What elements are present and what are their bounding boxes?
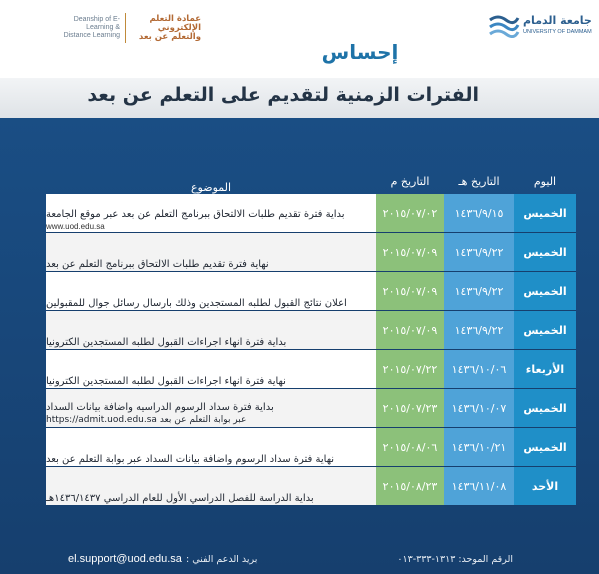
row-greg: ٢٠١٥/٠٨/٠٦: [376, 428, 444, 466]
row-topic-text: بداية فترة تقديم طلبات الالتحاق ببرنامج التعلم عن بعد عبر موقع الجامعة: [46, 209, 345, 220]
row-topic-text: اعلان نتائج القبول لطلبه المستجدين وذلك بارسال رسائل جوال للمقبولين: [46, 298, 347, 309]
row-topic-text: بداية الدراسة للفصل الدراسي الأول للعام الدراسي ١٤٣٦/١٤٣٧هـ: [46, 493, 314, 504]
table-row: [46, 272, 576, 311]
university-name-ar: جامعة الدمام: [523, 14, 592, 27]
header-topic-label: الموضوع: [190, 181, 232, 194]
row-day: الأحد: [514, 467, 576, 505]
support-email-link[interactable]: el.support@uod.edu.sa: [68, 553, 182, 565]
row-topic-subtext[interactable]: عبر بوابة التعلم عن بعد https://admit.uod.edu.sa: [46, 415, 247, 425]
logo-divider: [125, 13, 126, 43]
row-hijri: ١٤٣٦/٩/١٥: [444, 194, 514, 232]
header-day: اليوم: [533, 174, 557, 188]
row-day: الخميس: [514, 194, 576, 232]
row-topic-text: نهاية فترة سداد الرسوم واضافة بيانات السداد عبر بوابة التعلم عن بعد: [46, 454, 335, 465]
row-hijri: ١٤٣٦/١١/٠٨: [444, 467, 514, 505]
row-greg: ٢٠١٥/٠٧/٠٩: [376, 233, 444, 271]
schedule-table: [46, 168, 576, 506]
table-row: [46, 467, 576, 506]
row-hijri: ١٤٣٦/٩/٢٢: [444, 272, 514, 310]
unified-number: الرقم الموحد: ١٣١٣-٣٣٣-٠١٣: [397, 554, 513, 565]
row-hijri: ١٤٣٦/٩/٢٢: [444, 311, 514, 349]
university-wave-icon: [488, 12, 520, 38]
table-row: [46, 428, 576, 467]
row-greg: ٢٠١٥/٠٧/٠٩: [376, 272, 444, 310]
row-greg: ٢٠١٥/٠٧/٠٩: [376, 311, 444, 349]
row-topic: [46, 428, 376, 466]
header-topic: [46, 168, 376, 194]
row-topic-text: نهاية فترة انهاء اجراءات القبول لطلبه المستجدين الكترونيا: [46, 376, 286, 387]
row-topic: [46, 194, 376, 232]
header-hijri: التاريخ هـ: [458, 174, 500, 188]
table-row: [46, 350, 576, 389]
deanship-name-en: Deanship of E-Learning & Distance Learning: [63, 16, 120, 39]
row-topic: [46, 233, 376, 271]
row-hijri: ١٤٣٦/١٠/٠٦: [444, 350, 514, 388]
deanship-logo: [58, 8, 206, 48]
row-greg: ٢٠١٥/٠٧/٢٢: [376, 350, 444, 388]
page-footer: [0, 548, 599, 574]
row-hijri: ١٤٣٦/٩/٢٢: [444, 233, 514, 271]
row-greg: ٢٠١٥/٠٧/٠٢: [376, 194, 444, 232]
schedule-panel: [0, 78, 599, 574]
row-hijri: ١٤٣٦/١٠/٢١: [444, 428, 514, 466]
row-hijri: ١٤٣٦/١٠/٠٧: [444, 389, 514, 427]
row-topic-url[interactable]: www.uod.edu.sa: [46, 222, 105, 231]
university-logo: [488, 8, 592, 48]
row-topic-text: بداية فترة انهاء اجراءات القبول لطلبه المستجدين الكترونيا: [46, 337, 287, 348]
row-day: الخميس: [514, 311, 576, 349]
row-day: الخميس: [514, 233, 576, 271]
table-row: [46, 233, 576, 272]
university-name-en: UNIVERSITY OF DAMMAM: [523, 29, 592, 35]
table-row: [46, 389, 576, 428]
row-day: الخميس: [514, 428, 576, 466]
row-topic: [46, 311, 376, 349]
row-topic-text: بداية فترة سداد الرسوم الدراسيه واضافة بيانات السداد: [46, 402, 274, 413]
row-day: الخميس: [514, 272, 576, 310]
row-topic-text: نهاية فترة تقديم طلبات الالتحاق ببرنامج التعلم عن بعد: [46, 259, 269, 270]
page-header: [0, 0, 599, 78]
row-topic: [46, 272, 376, 310]
table-row: [46, 311, 576, 350]
row-day: الخميس: [514, 389, 576, 427]
row-topic: [46, 467, 376, 505]
support-label: بريد الدعم الفني :: [186, 554, 258, 565]
table-header-row: [46, 168, 576, 194]
deanship-name-ar: عمادة التعلم الإلكتروني والتعلم عن بعد: [138, 13, 201, 42]
row-greg: ٢٠١٥/٠٧/٢٣: [376, 389, 444, 427]
page-title: الفترات الزمنية لتقديم على التعلم عن بعد: [87, 84, 479, 106]
row-topic: [46, 389, 376, 427]
row-topic: [46, 350, 376, 388]
row-day: الأربعاء: [514, 350, 576, 388]
title-bar: [0, 78, 599, 118]
table-row: [46, 194, 576, 233]
row-greg: ٢٠١٥/٠٨/٢٣: [376, 467, 444, 505]
brand-title: إحساس: [321, 40, 399, 64]
header-greg: التاريخ م: [390, 174, 430, 188]
